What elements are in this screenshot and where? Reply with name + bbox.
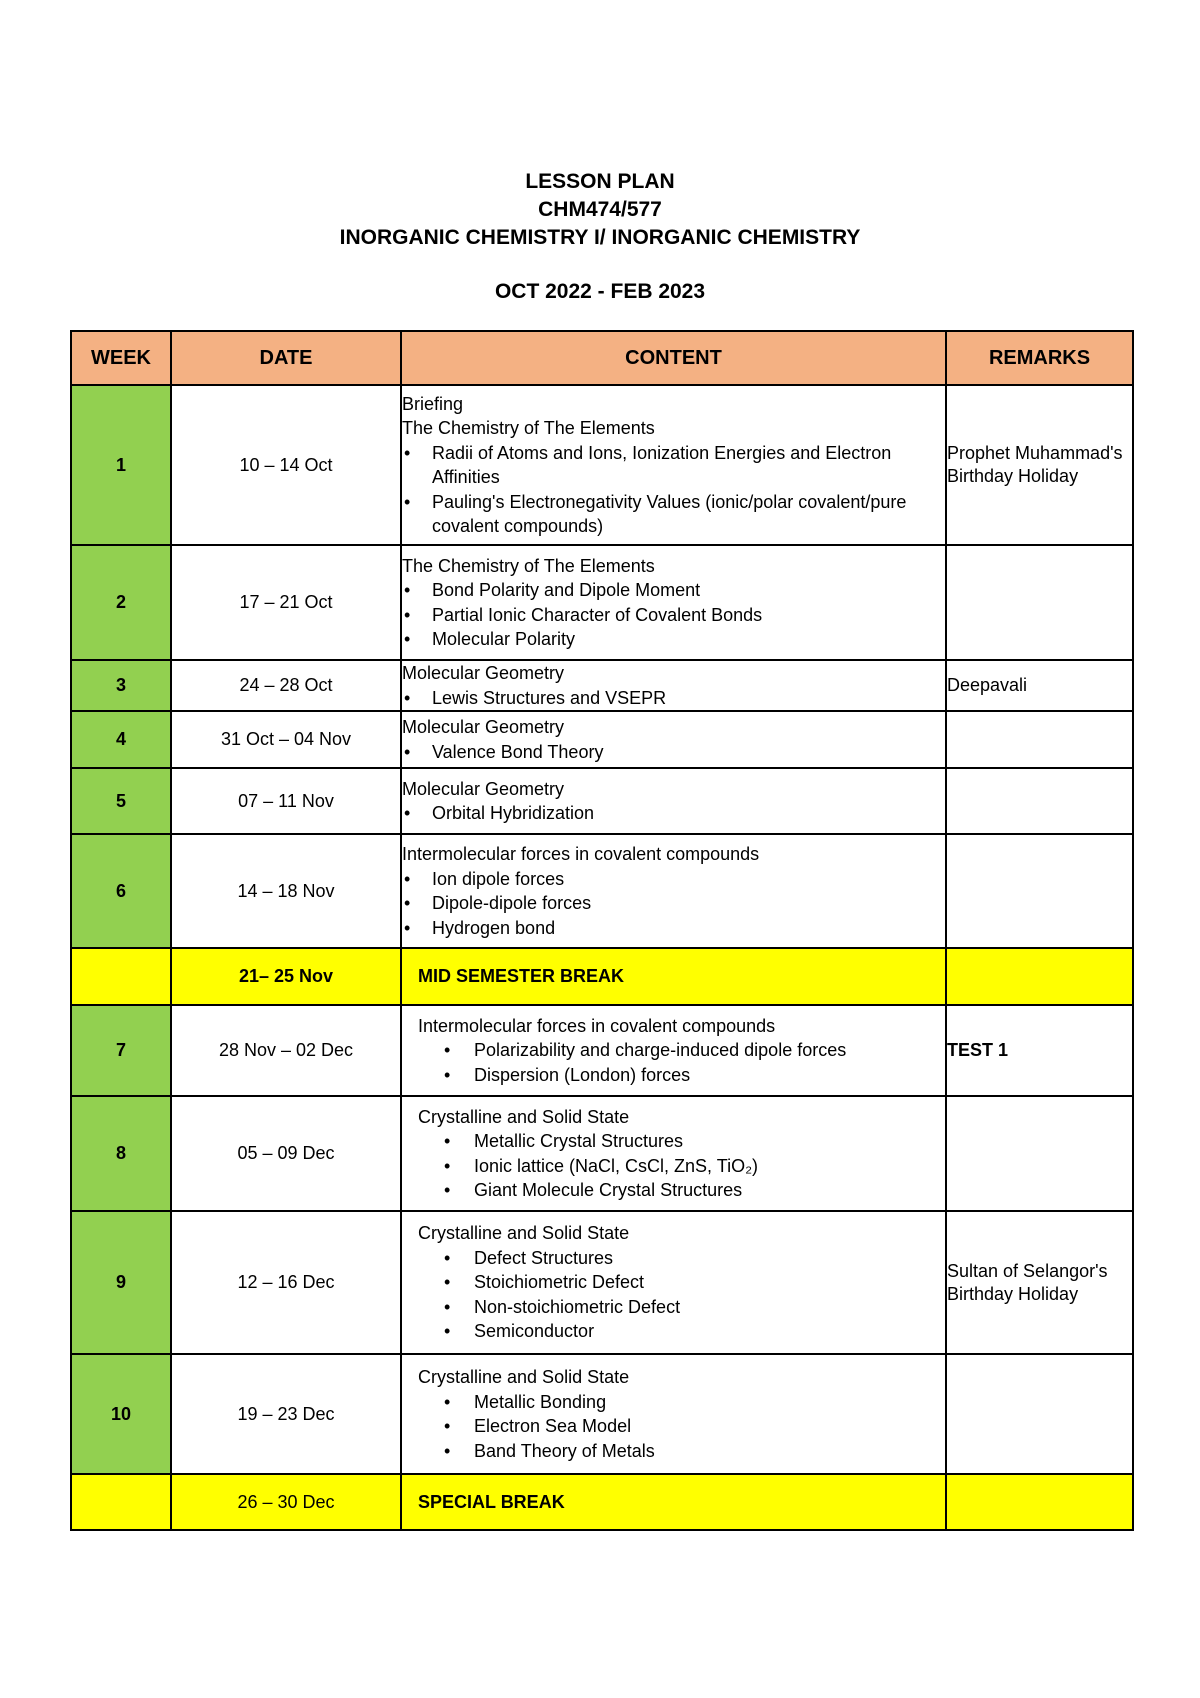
bullet-list (402, 867, 945, 941)
content-line: Molecular Geometry (402, 778, 565, 799)
bullet-item: • Bond Polarity and Dipole Moment (402, 578, 945, 603)
remarks-cell: Sultan of Selangor's Birthday Holiday (946, 1211, 1133, 1354)
content-line: Crystalline and Solid State (418, 1106, 630, 1127)
bullet-item: • Ion dipole forces (402, 867, 945, 892)
course-name: INORGANIC CHEMISTRY I/ INORGANIC CHEMISTRY (339, 226, 861, 249)
bullet-item: • Lewis Structures and VSEPR (402, 686, 945, 711)
header-week: WEEK (71, 331, 171, 385)
date-cell: 05 – 09 Dec (171, 1096, 401, 1211)
bullet-item: • Semiconductor (418, 1319, 945, 1344)
content-line: Intermolecular forces in covalent compounds (402, 844, 760, 864)
bullet-list (402, 578, 945, 652)
bullet-list (402, 740, 945, 765)
content-line: The Chemistry of The Elements (402, 418, 655, 438)
week-cell: 8 (71, 1096, 171, 1211)
table-header-row (71, 331, 1133, 385)
table-row (71, 545, 1133, 660)
break-row (71, 1474, 1133, 1530)
table-row (71, 711, 1133, 768)
date-cell: 07 – 11 Nov (171, 768, 401, 834)
bullet-item: • Partial Ionic Character of Covalent Bonds (402, 603, 945, 628)
bullet-list (418, 1038, 945, 1087)
bullet-item: • Pauling's Electronegativity Values (ionic/polar covalent/pure covalent compounds) (402, 490, 945, 539)
date-cell: 10 – 14 Oct (171, 385, 401, 545)
bullet-item: • Stoichiometric Defect (418, 1270, 945, 1295)
remarks-cell (946, 1474, 1133, 1530)
week-cell: 6 (71, 834, 171, 948)
week-cell: 1 (71, 385, 171, 545)
header-remarks: REMARKS (946, 331, 1133, 385)
content-line: Briefing (402, 393, 464, 414)
table-row (71, 1005, 1133, 1096)
table-row (71, 834, 1133, 948)
content-line: Crystalline and Solid State (418, 1223, 630, 1244)
content-line: The Chemistry of The Elements (402, 555, 655, 576)
date-cell: 28 Nov – 02 Dec (171, 1005, 401, 1096)
remarks-cell (946, 768, 1133, 834)
remarks-cell (946, 545, 1133, 660)
bullet-item: • Polarizability and charge-induced dipole forces (418, 1038, 945, 1063)
bullet-item: • Dispersion (London) forces (418, 1063, 945, 1088)
lesson-plan-table (70, 330, 1134, 1531)
remarks-cell (946, 1354, 1133, 1474)
content-cell (401, 1096, 946, 1211)
course-code: CHM474/577 (538, 198, 662, 221)
bullet-item: • Valence Bond Theory (402, 740, 945, 765)
remarks-cell (946, 948, 1133, 1005)
break-title: SPECIAL BREAK (401, 1474, 946, 1530)
bullet-item: • Molecular Polarity (402, 627, 945, 652)
week-cell: 4 (71, 711, 171, 768)
week-cell: 2 (71, 545, 171, 660)
bullet-item: • Radii of Atoms and Ions, Ionization Energies and Electron Affinities (402, 441, 945, 490)
table-row (71, 1096, 1133, 1211)
date-cell: 31 Oct – 04 Nov (171, 711, 401, 768)
bullet-item: • Metallic Crystal Structures (418, 1129, 945, 1154)
content-line: Crystalline and Solid State (418, 1367, 630, 1387)
spacer (0, 252, 1200, 278)
semester: OCT 2022 - FEB 2023 (494, 280, 706, 303)
bullet-list (402, 801, 945, 826)
date-cell: 14 – 18 Nov (171, 834, 401, 948)
week-cell (71, 948, 171, 1005)
table-row (71, 385, 1133, 545)
week-cell: 7 (71, 1005, 171, 1096)
bullet-item: • Electron Sea Model (418, 1414, 945, 1439)
bullet-item: • Ionic lattice (NaCl, CsCl, ZnS, TiO₂) (418, 1154, 945, 1179)
content-line: Molecular Geometry (402, 663, 565, 683)
content-cell (401, 660, 946, 711)
content-line: Molecular Geometry (402, 717, 565, 737)
content-cell (401, 834, 946, 948)
bullet-item: • Dipole-dipole forces (402, 891, 945, 916)
bullet-list (402, 441, 945, 539)
document-header (0, 168, 1200, 306)
bullet-list (402, 686, 945, 711)
date-cell: 26 – 30 Dec (171, 1474, 401, 1530)
header-content: CONTENT (401, 331, 946, 385)
content-cell (401, 1211, 946, 1354)
date-cell: 21– 25 Nov (171, 948, 401, 1005)
content-cell (401, 1354, 946, 1474)
bullet-list (418, 1390, 945, 1464)
break-title: MID SEMESTER BREAK (401, 948, 946, 1005)
content-cell (401, 711, 946, 768)
bullet-list (418, 1246, 945, 1344)
table-row (71, 1354, 1133, 1474)
bullet-item: • Giant Molecule Crystal Structures (418, 1178, 945, 1203)
table-row (71, 660, 1133, 711)
remarks-cell (946, 711, 1133, 768)
remarks-cell: Deepavali (946, 660, 1133, 711)
content-cell (401, 385, 946, 545)
bullet-list (418, 1129, 945, 1203)
remarks-cell: TEST 1 (946, 1005, 1133, 1096)
table-row (71, 1211, 1133, 1354)
remarks-cell (946, 834, 1133, 948)
content-cell (401, 768, 946, 834)
date-cell: 17 – 21 Oct (171, 545, 401, 660)
remarks-cell (946, 1096, 1133, 1211)
date-cell: 19 – 23 Dec (171, 1354, 401, 1474)
bullet-item: • Metallic Bonding (418, 1390, 945, 1415)
remarks-cell: Prophet Muhammad's Birthday Holiday (946, 385, 1133, 545)
bullet-item: • Orbital Hybridization (402, 801, 945, 826)
header-date: DATE (171, 331, 401, 385)
content-cell (401, 545, 946, 660)
date-cell: 12 – 16 Dec (171, 1211, 401, 1354)
bullet-item: • Band Theory of Metals (418, 1439, 945, 1464)
bullet-item: • Non-stoichiometric Defect (418, 1295, 945, 1320)
content-line: Intermolecular forces in covalent compounds (418, 1015, 776, 1036)
week-cell: 10 (71, 1354, 171, 1474)
week-cell (71, 1474, 171, 1530)
week-cell: 9 (71, 1211, 171, 1354)
date-cell: 24 – 28 Oct (171, 660, 401, 711)
doc-title: LESSON PLAN (525, 170, 675, 193)
bullet-item: • Hydrogen bond (402, 916, 945, 941)
break-row (71, 948, 1133, 1005)
week-cell: 5 (71, 768, 171, 834)
week-cell: 3 (71, 660, 171, 711)
table-row (71, 768, 1133, 834)
content-cell (401, 1005, 946, 1096)
bullet-item: • Defect Structures (418, 1246, 945, 1271)
